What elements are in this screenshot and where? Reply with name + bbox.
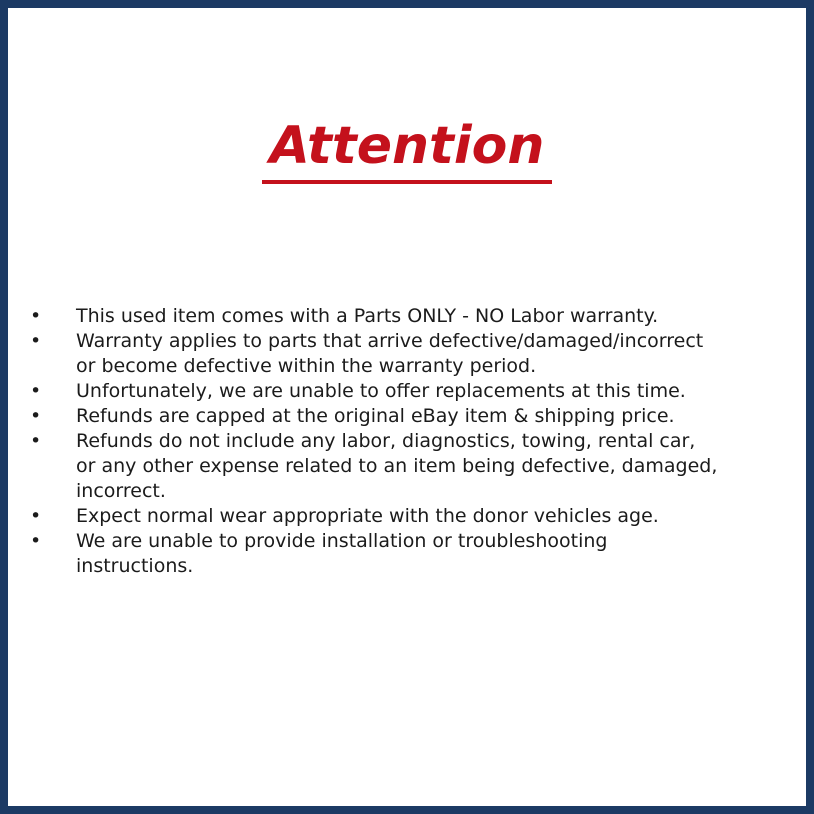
list-item-text (76, 429, 788, 504)
list-item-text (76, 504, 788, 529)
list-item-text (76, 404, 788, 429)
warranty-notice-list (28, 304, 794, 579)
page-title: Attention (262, 118, 553, 184)
title-container (8, 118, 806, 184)
list-item (28, 529, 794, 579)
list-item-text (76, 529, 788, 579)
list-item-line: This used item comes with a Parts ONLY - NO Labor warranty. (76, 305, 659, 327)
list-item-line: Expect normal wear appropriate with the donor vehicles age. (76, 505, 659, 527)
bullet-icon: • (30, 380, 42, 402)
bullet-icon: • (30, 430, 42, 452)
list-item-text (76, 379, 788, 404)
bullet-icon: • (30, 305, 42, 327)
list-item-line: Warranty applies to parts that arrive defective/damaged/incorrect (76, 330, 704, 352)
list-item-line: incorrect. (76, 480, 166, 502)
list-item-line: Refunds are capped at the original eBay item & shipping price. (76, 405, 675, 427)
list-item-line: or any other expense related to an item being defective, damaged, (76, 455, 718, 477)
list-item-line: We are unable to provide installation or troubleshooting (76, 530, 608, 552)
bullet-icon: • (30, 530, 42, 552)
list-item (28, 404, 794, 429)
list-item-line: or become defective within the warranty period. (76, 355, 537, 377)
bullet-icon: • (30, 330, 42, 352)
list-item-line: Refunds do not include any labor, diagnostics, towing, rental car, (76, 430, 696, 452)
list-item (28, 304, 794, 329)
list-item (28, 504, 794, 529)
list-item-line: Unfortunately, we are unable to offer replacements at this time. (76, 380, 686, 402)
bullet-icon: • (30, 505, 42, 527)
list-item-line: instructions. (76, 555, 194, 577)
list-item-text (76, 304, 788, 329)
list-item (28, 379, 794, 404)
list-item (28, 329, 794, 379)
list-item-text (76, 329, 788, 379)
bullet-icon: • (30, 405, 42, 427)
list-item (28, 429, 794, 504)
